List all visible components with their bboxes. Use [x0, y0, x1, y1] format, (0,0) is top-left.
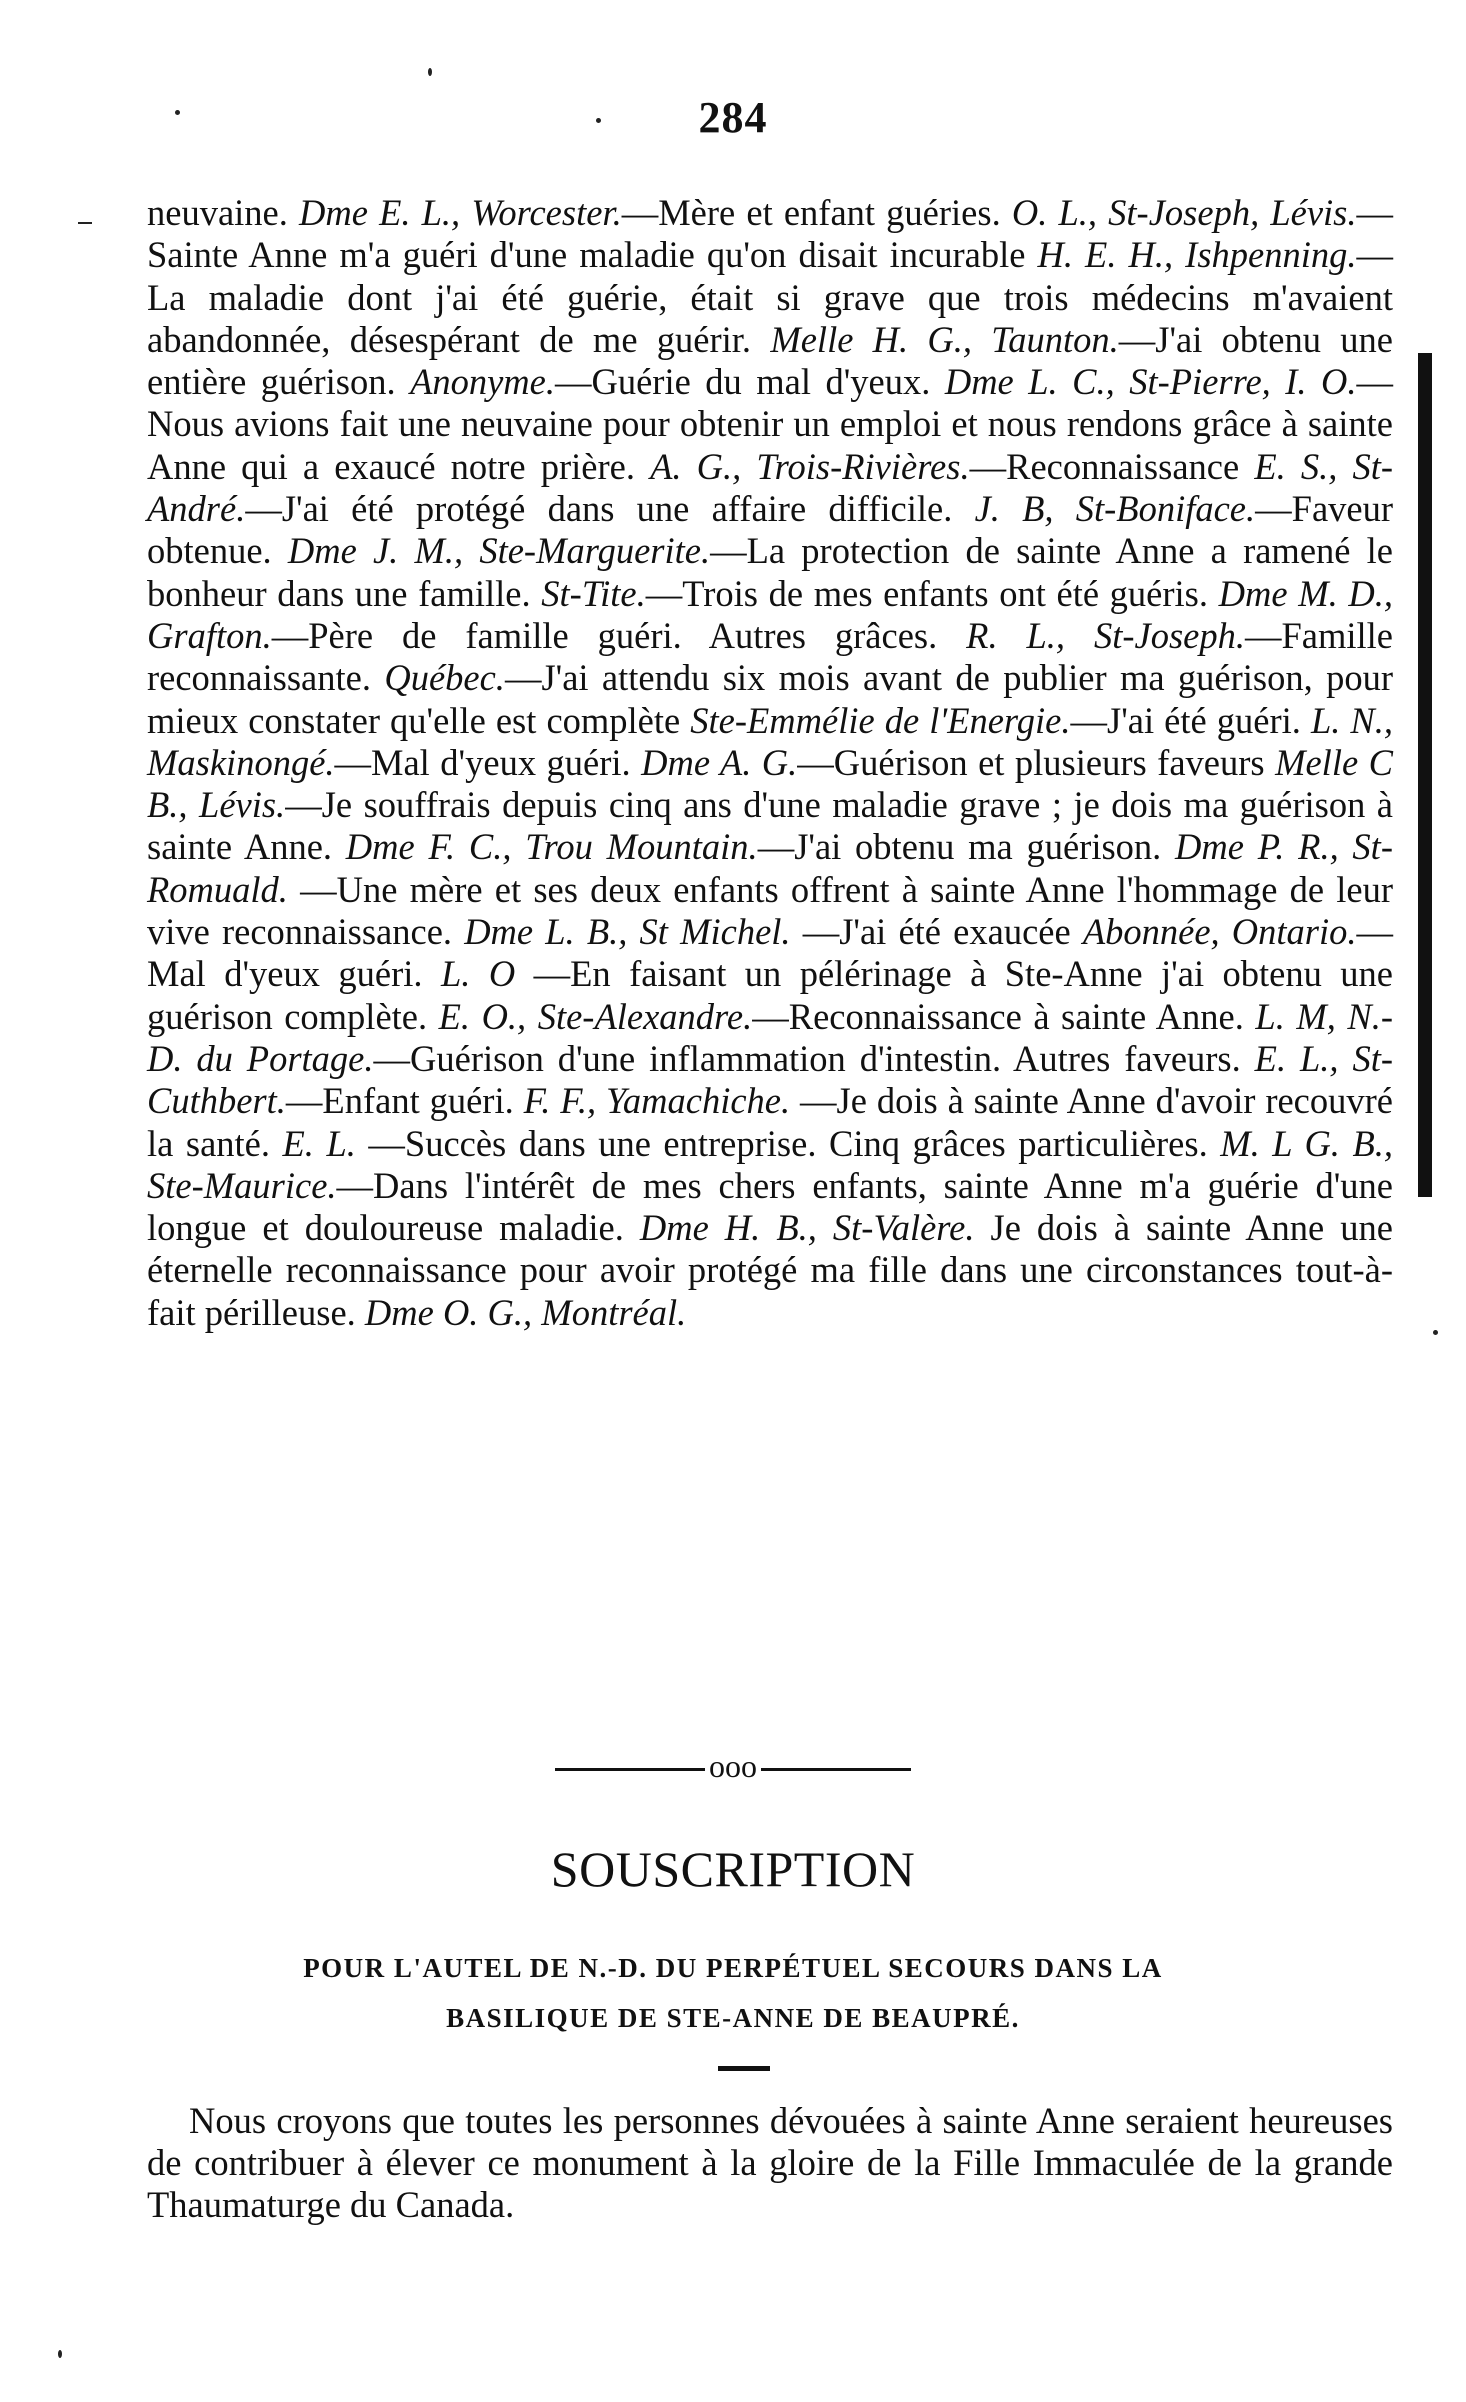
testimonial-signature: Québec. [384, 657, 505, 699]
testimonial-text: —Faveur obtenue. [147, 488, 1393, 572]
testimonial-text: —Reconnaissance [969, 445, 1255, 487]
scan-speck [428, 68, 432, 76]
testimonial-signature: Melle H. G., Taunton. [770, 318, 1119, 360]
subscription-paragraph: Nous croyons que toutes les personnes dévouées à sainte Anne seraient heureuses de contribuer à élever ce monument à la gloire de la Fille Immaculée de la grande Thaumaturge du Canada. [147, 2100, 1393, 2225]
testimonial-text: —J'ai obtenu ma guérison. [757, 826, 1176, 868]
testimonial-signature: O. L., St-Joseph, Lévis. [1011, 192, 1357, 233]
testimonial-text: neuvaine. [147, 192, 300, 233]
testimonial-text: —J'ai été exaucée [790, 911, 1083, 953]
testimonial-signature: L. M, N.-D. du Portage. [147, 995, 1393, 1079]
testimonial-text: —Guérie du mal d'yeux. [555, 361, 945, 403]
testimonial-text: —J'ai été guéri. [1070, 699, 1311, 741]
testimonial-text: —Je dois à sainte Anne d'avoir recouvré la santé. [147, 1080, 1393, 1164]
testimonials-paragraph [147, 192, 1393, 1334]
page-number: 284 [698, 93, 768, 142]
section-subtitle-line-2: BASILIQUE DE STE-ANNE DE BEAUPRÉ. [446, 2003, 1020, 2033]
testimonial-signature: M. L G. B., Ste-Maurice. [147, 1122, 1393, 1206]
testimonial-signature: Dme H. B., St-Valère. [639, 1207, 975, 1249]
scan-speck [175, 110, 180, 115]
testimonial-signature: Dme M. D., Grafton. [147, 572, 1393, 656]
testimonial-text: —Succès dans une entreprise. Cinq grâces particulières. [355, 1122, 1221, 1164]
testimonial-signature: F. F., Yamachiche. [523, 1080, 791, 1122]
testimonial-signature: Dme L. C., St-Pierre, I. O. [944, 361, 1357, 403]
testimonial-signature: Abonnée, Ontario. [1082, 911, 1357, 953]
testimonial-text: —La maladie dont j'ai été guérie, était si grave que trois médecins m'avaient abandonnée, désespérant de me guérir. [147, 234, 1394, 360]
testimonial-signature: R. L., St-Joseph. [966, 614, 1245, 656]
testimonial-signature: St-Tite. [541, 572, 646, 614]
section-title: SOUSCRIPTION [550, 1841, 916, 1897]
testimonial-text: — Sainte Anne m'a guéri d'une maladie qu'on disait incurable [147, 192, 1394, 276]
testimonial-text: —En faisant un pélérinage à Ste-Anne j'ai obtenu une guérison complète. [147, 953, 1393, 1037]
testimonial-text: —Je souffrais depuis cinq ans d'une maladie grave ; je dois ma guérison à sainte Anne. [147, 784, 1393, 868]
testimonial-signature: Dme F. C., Trou Mountain. [345, 826, 758, 868]
testimonial-signature: Dme J. M., Ste-Marguerite. [287, 530, 711, 572]
testimonial-text: —Guérison d'une inflammation d'intestin. Autres faveurs. [373, 1037, 1255, 1079]
separator-rule-right [761, 1768, 911, 1771]
testimonial-text: —Dans l'intérêt de mes chers enfants, sainte Anne m'a guérie d'une longue et douloureuse maladie. [147, 1164, 1393, 1249]
testimonial-text: —Reconnaissance à sainte Anne. [752, 995, 1256, 1037]
testimonial-signature: E. O., Ste-Alexandre. [438, 995, 753, 1037]
testimonial-text: —J'ai été protégé dans une affaire difficile. [245, 488, 975, 530]
scan-speck [1433, 1330, 1438, 1335]
testimonial-text: —Père de famille guéri. Autres grâces. [271, 614, 967, 656]
testimonial-signature: Ste-Emmélie de l'Energie. [690, 699, 1071, 741]
testimonial-signature: Dme E. L., Worcester. [299, 192, 622, 233]
testimonial-signature: E. L., St-Cuthbert. [147, 1037, 1393, 1122]
testimonial-text: —Une mère et ses deux enfants offrent à sainte Anne l'hommage de leur vive reconnaissance. [147, 868, 1393, 953]
testimonial-signature: J. B, St-Boniface. [974, 488, 1256, 530]
separator-rule-left [555, 1768, 705, 1771]
subtitle-dash [718, 2066, 770, 2071]
scan-speck [58, 2350, 62, 2358]
separator-mark: ooo [709, 1748, 757, 1784]
scan-speck [78, 222, 92, 224]
testimonial-signature: H. E. H., Ishpenning. [1037, 234, 1357, 276]
testimonial-text: —J'ai obtenu une entière guérison. [147, 318, 1393, 403]
testimonial-text: Je dois à sainte Anne une éternelle reconnaissance pour avoir protégé ma fille dans une circonstances tout-à-fait périlleuse. [147, 1207, 1393, 1333]
testimonial-text: —Guérison et plusieurs faveurs [797, 741, 1276, 783]
testimonial-signature: L. O [440, 953, 516, 995]
testimonial-signature: Melle C B., Lévis. [147, 741, 1393, 826]
testimonial-signature: Dme O. G., Montréal. [364, 1291, 687, 1333]
testimonial-text: —Nous avions fait une neuvaine pour obtenir un emploi et nous rendons grâce à sainte Anne qui a exaucé notre prière. [147, 361, 1393, 487]
testimonial-signature: Dme L. B., St Michel. [464, 911, 791, 953]
testimonial-text: —J'ai attendu six mois avant de publier ma guérison, pour mieux constater qu'elle est complète [147, 657, 1393, 741]
margin-scan-bar [1418, 353, 1432, 1197]
testimonial-text: —Mal d'yeux guéri. [147, 911, 1394, 995]
testimonial-text: —Famille reconnaissante. [147, 614, 1393, 699]
testimonial-signature: Anonyme. [410, 361, 555, 403]
testimonial-signature: E. S., St-André. [147, 445, 1393, 530]
section-subtitle-line-1: POUR L'AUTEL DE N.-D. DU PERPÉTUEL SECOURS DANS LA [303, 1953, 1163, 1983]
testimonial-signature: E. L. [282, 1122, 356, 1164]
testimonial-text: —Trois de mes enfants ont été guéris. [645, 572, 1219, 614]
testimonial-signature: L. N., Maskinongé. [147, 699, 1393, 783]
testimonial-signature: A. G., Trois-Rivières. [650, 445, 970, 487]
testimonial-text: —La protection de sainte Anne a ramené le bonheur dans une famille. [147, 530, 1393, 614]
testimonial-signature: Dme A. G. [641, 741, 798, 783]
testimonial-signature: Dme P. R., St-Romuald. [147, 826, 1393, 910]
testimonial-text: —Mal d'yeux guéri. [334, 741, 642, 783]
testimonial-text: —Mère et enfant guéries. [621, 192, 1012, 233]
testimonial-text: —Enfant guéri. [285, 1080, 524, 1122]
scan-speck [596, 118, 601, 123]
section-separator [0, 1748, 1466, 1785]
